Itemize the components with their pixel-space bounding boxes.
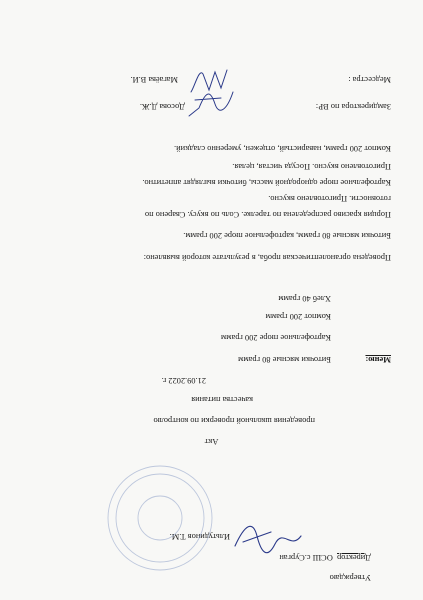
body-line: Проведена органолептическая проба, в результате которой выявлено: (143, 253, 391, 262)
body-line: готовности. Приготовлено вкусно. (268, 194, 391, 203)
menu-item: Хлеб 40 грамм (278, 294, 331, 303)
menu-item: Биточки мясные 80 грамм (238, 355, 331, 364)
nurse-label: Медсестра : (348, 75, 391, 84)
body-line: Порция красиво распределена по тарелке. Соль по вкусу. Сварено по (144, 210, 391, 219)
body-line: Компот 200 грамм, наваристый, отцежен, умеренно сладкий. (174, 144, 391, 153)
deputy-name: Досова Д.Ж. (139, 102, 185, 111)
nurse-signature (187, 60, 231, 98)
act-line-2: качества питания (191, 395, 253, 404)
approval-position-prefix: Директор (337, 553, 371, 562)
approval-position-school: ОСШ с.Сурган (279, 553, 333, 562)
nurse-name: Магаёва В.И. (130, 75, 178, 84)
body-line: Биточки мясные 80 грамм, картофельное пюре 200 грамм. (183, 231, 391, 240)
approval-title: Утверждаю (329, 573, 371, 582)
act-date: 21.09.2022 г. (161, 376, 206, 385)
director-signature (225, 518, 305, 558)
menu-item: Компот 200 грамм (265, 312, 331, 321)
act-title: Акт (204, 437, 219, 446)
menu-label: Меню: (365, 355, 391, 364)
act-line-1: проведения школьной проверки по контролю (153, 416, 315, 425)
deputy-label: Замдиректора по ВР: (315, 102, 391, 111)
menu-item: Картофельное пюре 200 грамм (220, 333, 331, 342)
body-line: Приготовлено вкусно. Посуда чистая, целая. (232, 162, 391, 171)
approval-name: Ильтудинов Т.М. (169, 532, 230, 541)
body-line: Картофельное пюре однородной массы, биточки выглядят аппетитно. (142, 178, 391, 187)
stamp-seal (104, 462, 216, 574)
